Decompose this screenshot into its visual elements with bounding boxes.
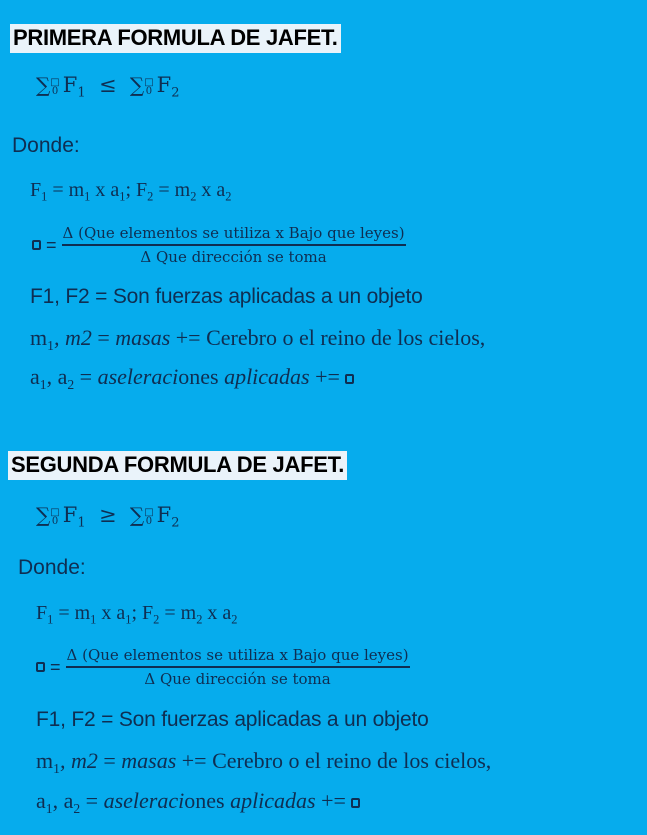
equals: = bbox=[153, 179, 175, 201]
m2-sub: 2 bbox=[190, 189, 197, 204]
lower-limit: 0 bbox=[51, 515, 59, 527]
times: x bbox=[202, 602, 223, 624]
f2: F bbox=[142, 602, 154, 624]
inequality-operator: ≤ bbox=[98, 73, 117, 97]
a2-sub: 2 bbox=[231, 612, 238, 627]
f1-sub: 1 bbox=[41, 189, 48, 204]
box-symbol-icon bbox=[32, 240, 41, 250]
m1-sub: 1 bbox=[47, 337, 54, 353]
a2: a bbox=[222, 602, 232, 624]
plus-equals: += bbox=[170, 325, 207, 350]
m2: , m2 bbox=[59, 748, 98, 773]
fraction-denominator: Δ Que dirección se toma bbox=[140, 248, 327, 266]
masses-definition bbox=[30, 325, 485, 354]
inequality-operator: ≥ bbox=[98, 503, 117, 527]
sum-limits bbox=[144, 78, 153, 96]
inequality-formula bbox=[36, 503, 180, 531]
m1: m bbox=[30, 325, 48, 350]
sum-symbol: ∑ bbox=[36, 503, 51, 527]
times: x bbox=[96, 602, 117, 624]
accelerations-label: aseleraci bbox=[97, 364, 179, 389]
m2: , m2 bbox=[53, 325, 92, 350]
right-term: F bbox=[156, 73, 172, 97]
m1-sub: 1 bbox=[53, 760, 60, 776]
equals: = bbox=[53, 602, 75, 624]
plus-equals: += bbox=[315, 788, 352, 813]
upper-limit-box-icon: □ bbox=[50, 76, 60, 88]
equals: = bbox=[50, 656, 61, 677]
right-sub: 2 bbox=[171, 515, 180, 531]
inequality-formula bbox=[36, 73, 180, 101]
fraction bbox=[66, 646, 410, 688]
a2: , a bbox=[46, 364, 68, 389]
fraction-formula bbox=[36, 646, 410, 688]
force-definition bbox=[30, 179, 232, 204]
section-heading: SEGUNDA FORMULA DE JAFET. bbox=[8, 451, 347, 480]
a2: a bbox=[216, 179, 226, 201]
f2-sub: 2 bbox=[147, 189, 154, 204]
fraction-formula bbox=[32, 224, 406, 266]
left-sub: 1 bbox=[77, 515, 86, 531]
a2-sub: 2 bbox=[225, 189, 232, 204]
a1: a bbox=[36, 788, 46, 813]
a1-sub: 1 bbox=[39, 376, 47, 392]
right-sub: 2 bbox=[171, 85, 180, 101]
fraction bbox=[62, 224, 406, 266]
masses-value: Cerebro o el reino de los cielos, bbox=[212, 748, 492, 773]
m2: m bbox=[174, 179, 191, 201]
masses-label: masas bbox=[115, 325, 171, 350]
a2-sub: 2 bbox=[73, 800, 81, 816]
m1-sub: 1 bbox=[90, 612, 97, 627]
forces-definition: F1, F2 = Son fuerzas aplicadas a un objeto bbox=[36, 708, 429, 731]
plus-equals: += bbox=[176, 748, 213, 773]
a1: a bbox=[116, 602, 126, 624]
box-symbol-icon bbox=[351, 798, 360, 808]
equals: = bbox=[47, 179, 69, 201]
sum-symbol: ∑ bbox=[129, 503, 145, 527]
fraction-numerator: Δ (Que elementos se utiliza x Bajo que leyes) bbox=[66, 646, 410, 668]
masses-value: Cerebro o el reino de los cielos, bbox=[206, 325, 486, 350]
applied-label: aplicadas bbox=[230, 788, 316, 813]
left-term: F bbox=[62, 503, 78, 527]
m2: m bbox=[180, 602, 197, 624]
m1: m bbox=[68, 179, 85, 201]
lower-limit: 0 bbox=[51, 85, 59, 97]
fraction-denominator: Δ Que dirección se toma bbox=[144, 670, 331, 688]
a1: a bbox=[30, 364, 40, 389]
f1-sub: 1 bbox=[47, 612, 54, 627]
sum-limits bbox=[50, 78, 59, 96]
plus-equals: += bbox=[309, 364, 346, 389]
f2-sub: 2 bbox=[153, 612, 160, 627]
a2-sub: 2 bbox=[67, 376, 75, 392]
sum-symbol: ∑ bbox=[129, 73, 145, 97]
m1: m bbox=[74, 602, 91, 624]
f2: F bbox=[136, 179, 148, 201]
accelerations-label-rest: ones bbox=[178, 364, 219, 389]
equals: = bbox=[80, 788, 104, 813]
masses-label: masas bbox=[121, 748, 177, 773]
f1: F bbox=[36, 602, 48, 624]
times: x bbox=[90, 179, 111, 201]
a1-sub: 1 bbox=[119, 189, 126, 204]
m2-sub: 2 bbox=[196, 612, 203, 627]
a1: a bbox=[110, 179, 120, 201]
a1-sub: 1 bbox=[125, 612, 132, 627]
upper-limit-box-icon: □ bbox=[144, 76, 154, 88]
accelerations-label: aseleraci bbox=[103, 788, 185, 813]
f1: F bbox=[30, 179, 42, 201]
masses-definition bbox=[36, 748, 491, 777]
equals: = bbox=[74, 364, 98, 389]
fraction-numerator: Δ (Que elementos se utiliza x Bajo que leyes) bbox=[62, 224, 406, 246]
equals: = bbox=[97, 748, 122, 773]
equals: = bbox=[159, 602, 181, 624]
m1: m bbox=[36, 748, 54, 773]
times: x bbox=[196, 179, 217, 201]
equals: = bbox=[91, 325, 116, 350]
right-term: F bbox=[156, 503, 172, 527]
box-symbol-icon bbox=[36, 662, 45, 672]
sum-symbol: ∑ bbox=[36, 73, 51, 97]
upper-limit-box-icon: □ bbox=[144, 506, 154, 518]
force-definition bbox=[36, 602, 238, 627]
forces-definition: F1, F2 = Son fuerzas aplicadas a un objeto bbox=[30, 285, 423, 308]
separator: ; bbox=[131, 602, 143, 624]
left-term: F bbox=[62, 73, 78, 97]
accelerations-label-rest: ones bbox=[184, 788, 225, 813]
applied-label: aplicadas bbox=[224, 364, 310, 389]
a1-sub: 1 bbox=[45, 800, 53, 816]
accelerations-definition bbox=[30, 364, 354, 393]
section-heading: PRIMERA FORMULA DE JAFET. bbox=[10, 24, 341, 53]
left-sub: 1 bbox=[77, 85, 86, 101]
sum-limits bbox=[144, 508, 153, 526]
donde-label: Donde: bbox=[12, 134, 80, 157]
separator: ; bbox=[125, 179, 137, 201]
a2: , a bbox=[52, 788, 74, 813]
m1-sub: 1 bbox=[84, 189, 91, 204]
lower-limit: 0 bbox=[145, 85, 153, 97]
equals: = bbox=[46, 234, 57, 255]
sum-limits bbox=[50, 508, 59, 526]
upper-limit-box-icon: □ bbox=[50, 506, 60, 518]
accelerations-definition bbox=[36, 788, 360, 817]
box-symbol-icon bbox=[345, 374, 354, 384]
lower-limit: 0 bbox=[145, 515, 153, 527]
donde-label: Donde: bbox=[18, 556, 86, 579]
